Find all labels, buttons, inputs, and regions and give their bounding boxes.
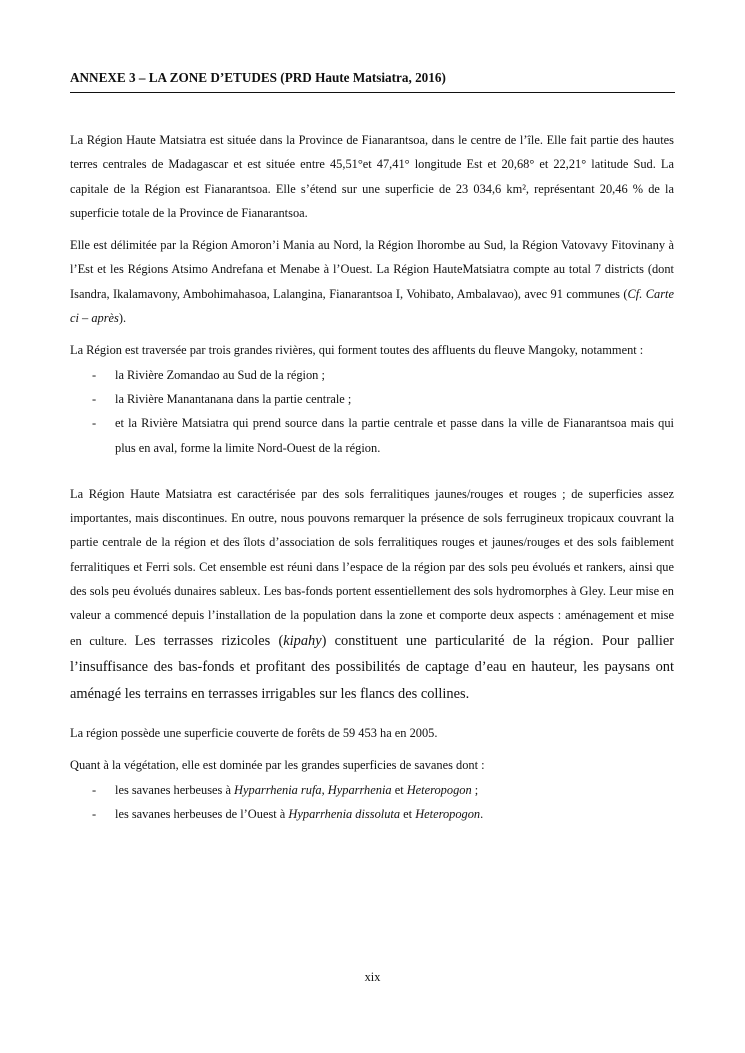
list-item xyxy=(70,778,674,802)
paragraph-rivers-intro: La Région est traversée par trois grandes rivières, qui forment toutes des affluents du fleuve Mangoky, notamment : xyxy=(70,343,644,358)
species-name: Hyparrhenia dissoluta xyxy=(288,807,401,822)
savane-text: . xyxy=(480,807,484,822)
paragraph-boundaries xyxy=(70,233,674,330)
list-item: - la Rivière Manantanana dans la partie centrale ; xyxy=(70,387,674,411)
boundaries-end: ). xyxy=(118,311,127,326)
savane-text: , xyxy=(321,782,328,797)
savane-text: et xyxy=(391,782,407,797)
boundaries-text: Elle est délimitée par la Région Amoron’i Mania au Nord, la Région Ihorombe au Sud, la Région Vatovavy Fitovinany à l’Est et les Régions Atsimo Andrefana et Menabe à l’Ouest. La Région HauteMatsiatra compte au total 7 districts (dont Isandra, Ikalamavony, Ambohimahasoa, Lalangina, Fianarantsoa I, Vohibato, Ambalavao), avec 91 communes ( xyxy=(70,238,674,301)
species-name: Hyparrhenia xyxy=(327,782,392,797)
species-name: Hyparrhenia rufa xyxy=(234,782,322,797)
savane-text: les savanes herbeuses à xyxy=(115,782,235,797)
kipahy-term: kipahy xyxy=(283,632,322,649)
terraces-end: ) constituent une particularité de la région. Pour pallier l’insuffisance des bas-fonds et profitant des possibilités de captage d’eau en hauteur, les paysans ont aménagé les terrains en terrasses irrigables sur les flancs des collines. xyxy=(70,632,675,702)
savane-text: ; xyxy=(471,782,479,797)
terraces-text xyxy=(70,633,674,702)
list-item: - et la Rivière Matsiatra qui prend source dans la partie centrale et passe dans la ville de Fianarantsoa mais qui plus en aval, forme la limite Nord-Ouest de la région. xyxy=(70,411,674,460)
savane-text: les savanes herbeuses de l’Ouest à xyxy=(115,807,289,822)
page-header-title: ANNEXE 3 – LA ZONE D’ETUDES (PRD Haute Matsiatra, 2016) xyxy=(70,70,675,93)
species-name: Heteropogon xyxy=(415,807,481,822)
savane-text: et xyxy=(400,807,416,822)
document-body xyxy=(70,128,674,826)
paragraph-soils xyxy=(70,482,674,707)
paragraph-location: La Région Haute Matsiatra est située dans la Province de Fianarantsoa, dans le centre de l’île. Elle fait partie des hautes terres centrales de Madagascar et est située entre 45,51°et 47,41° longitude Est et 20,68° et 22,21° latitude Sud. La capitale de la Région est Fianarantsoa. Elle s’étend sur une superficie de 23 034,6 km², représentant 20,46 % de la superficie totale de la Province de Fianarantsoa. xyxy=(70,133,674,220)
species-name: Heteropogon xyxy=(406,782,472,797)
list-item xyxy=(70,802,674,826)
page-number: xix xyxy=(364,970,381,984)
soils-text: La Région Haute Matsiatra est caractérisée par des sols ferralitiques jaunes/rouges et rouges ; de superficies assez importantes, mais discontinues. En outre, nous pouvons remarquer la présence de sols ferrugineux tropicaux couvrant la partie centrale de la région et des îlots d’association de sols ferralitiques rouges et jaunes/rouges et des sols faiblement ferralitiques et Ferri sols. Cet ensemble est réuni dans l’espace de la région par des sols peu évolués et rankers, ainsi que des sols peu évolués dunaires sableux. Les bas-fonds portent essentiellement des sols hydromorphes à Gley. Leur mise en valeur a commencé depuis l’installation de la population dans la zone et comporte deux aspects : aménagement et mise en culture. xyxy=(70,486,674,648)
terraces-start: Les terrasses rizicoles ( xyxy=(134,632,284,649)
paragraph-vegetation: Quant à la végétation, elle est dominée par les grandes superficies de savanes dont : xyxy=(70,758,485,773)
list-item: - la Rivière Zomandao au Sud de la région ; xyxy=(70,363,674,387)
map-reference: Cf. Carte ci – après xyxy=(70,286,674,326)
rivers-list xyxy=(70,363,674,460)
paragraph-forest: La région possède une superficie couverte de forêts de 59 453 ha en 2005. xyxy=(70,726,438,741)
savanes-list xyxy=(70,778,674,827)
